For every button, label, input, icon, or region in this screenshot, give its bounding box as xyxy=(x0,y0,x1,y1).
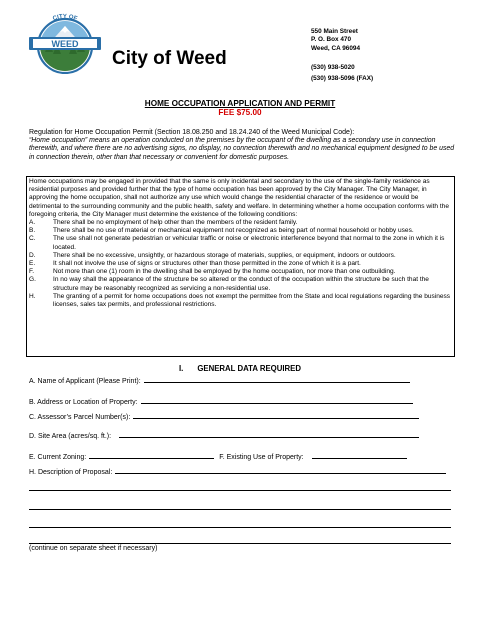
condition-letter: A. xyxy=(29,219,36,227)
city-title: City of Weed xyxy=(112,48,227,69)
zoning-field xyxy=(29,451,407,461)
condition-letter: B. xyxy=(29,227,36,235)
description-line[interactable] xyxy=(29,527,451,528)
fax-number: (530) 938-5096 (FAX) xyxy=(311,74,374,82)
description-line[interactable] xyxy=(29,509,451,510)
existing-use-input[interactable] xyxy=(312,451,407,459)
address-line: Weed, CA 96094 xyxy=(311,44,361,52)
current-zoning-label: E. Current Zoning: xyxy=(29,454,87,461)
applicant-name-field xyxy=(29,375,410,385)
regulation-reference: Regulation for Home Occupation Permit (Section 18.08.250 and 18.24.240 of the Weed Municipal Code): xyxy=(29,129,355,136)
description-line[interactable] xyxy=(29,490,451,491)
phone-number: (530) 938-5020 xyxy=(311,64,355,71)
condition-item xyxy=(29,276,452,292)
description-label: H. Description of Proposal: xyxy=(29,469,113,476)
section-title: GENERAL DATA REQUIRED xyxy=(197,364,302,373)
condition-item xyxy=(29,219,452,227)
section-heading xyxy=(0,364,480,373)
parcel-number-input[interactable] xyxy=(133,411,419,419)
fee-amount: FEE $75.00 xyxy=(218,108,262,117)
condition-item xyxy=(29,268,452,276)
condition-letter: C. xyxy=(29,235,36,243)
condition-text: In no way shall the appearance of the structure be so altered or the conduct of the occupation within the structure be such that the structure may be reasonably recognized as servicing a non-residential use. xyxy=(53,276,429,292)
description-line[interactable] xyxy=(29,543,451,544)
property-address-field xyxy=(29,396,413,406)
condition-text: The use shall not generate pedestrian or vehicular traffic or noise or electronic interference beyond that normal to the zone in which it is located. xyxy=(53,235,445,251)
condition-text: There shall be no excessive, unsightly, or hazardous storage of materials, supplies, or equipment, indoors or outdoors. xyxy=(53,251,396,259)
condition-item xyxy=(29,260,452,268)
condition-item xyxy=(29,235,452,251)
city-logo xyxy=(27,12,103,74)
property-address-label: B. Address or Location of Property: xyxy=(29,399,138,406)
condition-letter: H. xyxy=(29,292,36,300)
continue-note: (continue on separate sheet if necessary) xyxy=(29,545,158,552)
condition-letter: G. xyxy=(29,276,36,284)
address-line: 550 Main Street xyxy=(311,28,358,35)
site-area-label: D. Site Area (acres/sq. ft.): xyxy=(29,433,112,440)
conditions-intro: Home occupations may be engaged in provided that the same is only incidental and secondary to the use of the single-family residence as residential purposes and provided further that the type of home occupation has been approved by the City Manager. The City Manager, in approving the home occupation, shall not authorize any use which would change the residential character of the residence or would be detrimental to the surrounding community and the public health, safety and welfare. In determining whether a home occupation conforms with the foregoing criteria, the City Manager must determine the existence of the following conditions: xyxy=(29,178,449,218)
condition-letter: F. xyxy=(29,268,35,276)
condition-text: There shall be no use of material or mechanical equipment not recognized as being part of normal household or hobby uses. xyxy=(53,227,414,235)
existing-use-label: F. Existing Use of Property: xyxy=(219,454,304,461)
description-field xyxy=(29,466,446,476)
description-input[interactable] xyxy=(115,466,446,474)
condition-text: Not more than one (1) room in the dwelling shall be employed by the home occupation, nor more than one outbuilding. xyxy=(53,268,396,276)
logo-city-of-text: CITY OF xyxy=(52,13,78,23)
property-address-input[interactable] xyxy=(141,396,413,404)
home-occupation-definition: “Home occupation” means an operation conducted on the premises by the occupant of the dwelling as a secondary use in connection therewith, and where there are no advertising signs, no display, no connection therewith and no mechanical equipment designed to be used in connection therein, other than that necessary or convenient for domestic purposes. xyxy=(29,137,455,161)
applicant-name-label: A. Name of Applicant (Please Print): xyxy=(29,378,141,385)
section-number: I. xyxy=(178,364,184,373)
svg-text:WEED: WEED xyxy=(51,39,79,49)
condition-text: The granting of a permit for home occupations does not exempt the permittee from the State and local regulations regarding the business licenses, sales tax permits, and professional restrictions. xyxy=(53,292,451,309)
condition-item xyxy=(29,227,452,235)
condition-text: It shall not involve the use of signs or structures other than those permitted in the zone of which it is a part. xyxy=(53,260,361,268)
condition-letter: D. xyxy=(29,251,36,259)
current-zoning-input[interactable] xyxy=(89,451,214,459)
site-area-field xyxy=(29,430,419,440)
parcel-number-label: C. Assessor’s Parcel Number(s): xyxy=(29,414,131,421)
condition-item xyxy=(29,252,452,260)
site-area-input[interactable] xyxy=(119,430,419,438)
conditions-box xyxy=(26,176,455,357)
condition-letter: E. xyxy=(29,260,36,268)
parcel-number-field xyxy=(29,411,419,421)
city-phones xyxy=(311,63,373,84)
form-title: HOME OCCUPATION APPLICATION AND PERMIT xyxy=(144,99,336,108)
applicant-name-input[interactable] xyxy=(144,375,410,383)
city-address xyxy=(311,28,360,53)
condition-text: There shall be no employment of help other than the members of the resident family. xyxy=(53,219,298,227)
address-line: P. O. Box 470 xyxy=(311,36,352,44)
condition-item xyxy=(29,293,452,309)
